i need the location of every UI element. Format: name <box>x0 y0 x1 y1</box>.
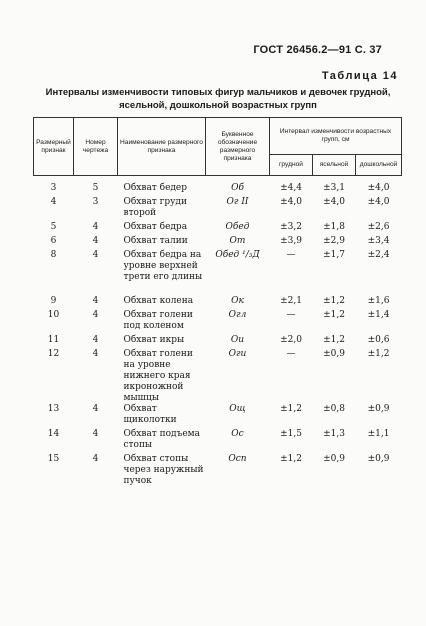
page-header: ГОСТ 26456.2—91 С. 37 <box>253 44 382 56</box>
cell-infant: ±1,5 <box>280 429 302 439</box>
cell-infant: — <box>286 349 296 359</box>
cell-name: Обхват бедер <box>123 183 188 193</box>
cell-nursery: ±2,9 <box>323 236 345 246</box>
cell-preschool: ±1,6 <box>367 296 390 306</box>
cell-infant: ±1,2 <box>280 404 302 414</box>
cell-name: Обхват икры <box>123 335 185 345</box>
col-header-designation: Буквенное обозначение размерного признака <box>206 118 270 176</box>
cell-drawing-no: 3 <box>92 197 99 207</box>
table-row <box>34 349 402 404</box>
cell-designation: От <box>229 236 246 246</box>
col-header-feature-no: Размерный признак <box>34 118 74 176</box>
cell-feature-no: 3 <box>50 183 57 193</box>
cell-name: Обхват щиколотки <box>123 404 177 425</box>
cell-preschool: ±1,4 <box>367 310 390 320</box>
cell-name: Обхват голени на уровне нижнего края икроножной мышцы <box>123 349 193 403</box>
cell-drawing-no: 4 <box>92 296 99 306</box>
table-row <box>34 250 402 296</box>
cell-name: Обхват стопы через наружный пучок <box>123 454 204 486</box>
cell-drawing-no: 4 <box>92 349 99 359</box>
cell-infant: — <box>286 250 296 260</box>
cell-feature-no: 15 <box>47 454 60 464</box>
col-header-nursery: ясельной <box>313 155 356 176</box>
cell-drawing-no: 4 <box>92 236 99 246</box>
cell-feature-no: 9 <box>50 296 57 306</box>
table-row <box>34 454 402 487</box>
table-row <box>34 176 402 198</box>
cell-designation: Обед <box>225 222 250 232</box>
cell-nursery: ±0,8 <box>323 404 345 414</box>
cell-designation: Ои <box>230 335 245 345</box>
cell-nursery: ±3,1 <box>323 183 345 193</box>
cell-feature-no: 8 <box>50 250 57 260</box>
cell-name: Обхват талии <box>123 236 188 246</box>
cell-drawing-no: 4 <box>92 222 99 232</box>
table-row <box>34 404 402 429</box>
cell-infant: — <box>286 310 296 320</box>
table-caption: Интервалы изменчивости типовых фигур мальчиков и девочек грудной, ясельной, дошкольной возрастных групп <box>45 87 391 111</box>
cell-name: Обхват груди второй <box>123 197 187 218</box>
cell-drawing-no: 5 <box>92 183 99 193</box>
cell-infant: ±3,2 <box>280 222 302 232</box>
cell-drawing-no: 4 <box>92 429 99 439</box>
cell-feature-no: 12 <box>47 349 60 359</box>
cell-designation: Ос <box>231 429 244 439</box>
col-header-preschool: дошкольной <box>356 155 402 176</box>
cell-preschool: ±1,2 <box>367 349 390 359</box>
cell-preschool: ±0,9 <box>367 454 390 464</box>
cell-name: Обхват бедра на уровне верхней трети его длины <box>123 250 203 282</box>
cell-preschool: ±0,6 <box>367 335 390 345</box>
col-header-interval-group: Интервал изменчивости возрастных групп, см <box>270 118 402 155</box>
cell-drawing-no: 4 <box>92 454 99 464</box>
table-row <box>34 310 402 335</box>
cell-designation: Оги <box>228 349 247 359</box>
cell-feature-no: 5 <box>50 222 57 232</box>
cell-preschool: ±3,4 <box>367 236 390 246</box>
cell-infant: ±2,0 <box>280 335 302 345</box>
cell-nursery: ±1,7 <box>323 250 345 260</box>
cell-drawing-no: 4 <box>92 250 99 260</box>
cell-nursery: ±1,2 <box>323 335 345 345</box>
cell-name: Обхват бедра <box>123 222 188 232</box>
cell-preschool: ±4,0 <box>367 183 390 193</box>
cell-nursery: ±0,9 <box>323 454 345 464</box>
cell-feature-no: 11 <box>47 335 60 345</box>
table-row <box>34 296 402 310</box>
cell-designation: Огл <box>228 310 247 320</box>
cell-preschool: ±0,9 <box>367 404 390 414</box>
cell-nursery: ±1,3 <box>323 429 345 439</box>
cell-feature-no: 6 <box>50 236 57 246</box>
cell-drawing-no: 4 <box>92 404 99 414</box>
cell-feature-no: 13 <box>47 404 60 414</box>
col-header-name: Наименование размерного признака <box>118 118 206 176</box>
col-header-drawing-no: Номер чертежа <box>74 118 118 176</box>
cell-name: Обхват подъема стопы <box>123 429 201 450</box>
cell-nursery: ±1,8 <box>323 222 345 232</box>
table-label: Таблица 14 <box>321 70 398 82</box>
cell-drawing-no: 4 <box>92 335 99 345</box>
cell-drawing-no: 4 <box>92 310 99 320</box>
cell-designation: Ощ <box>229 404 246 414</box>
table-row <box>34 236 402 250</box>
variability-table <box>33 117 402 487</box>
cell-nursery: ±0,9 <box>323 349 345 359</box>
cell-feature-no: 14 <box>47 429 60 439</box>
cell-feature-no: 4 <box>50 197 57 207</box>
cell-designation: Осп <box>228 454 247 464</box>
cell-infant: ±4,0 <box>280 197 302 207</box>
cell-designation: Ог II <box>226 197 249 207</box>
cell-designation: Об <box>231 183 244 193</box>
cell-infant: ±2,1 <box>280 296 302 306</box>
cell-nursery: ±4,0 <box>323 197 345 207</box>
cell-infant: ±4,4 <box>280 183 302 193</box>
table-row <box>34 197 402 222</box>
cell-infant: ±1,2 <box>280 454 302 464</box>
cell-feature-no: 10 <box>47 310 60 320</box>
cell-preschool: ±2,4 <box>367 250 390 260</box>
cell-designation: Обед ¹/₃Д <box>215 250 260 260</box>
cell-name: Обхват голени под коленом <box>123 310 193 331</box>
cell-nursery: ±1,2 <box>323 310 345 320</box>
cell-preschool: ±2,6 <box>367 222 390 232</box>
cell-infant: ±3,9 <box>280 236 302 246</box>
cell-nursery: ±1,2 <box>323 296 345 306</box>
table-row <box>34 429 402 454</box>
col-header-infant: грудной <box>270 155 313 176</box>
table-row <box>34 335 402 349</box>
cell-preschool: ±1,1 <box>367 429 390 439</box>
table-row <box>34 222 402 236</box>
cell-preschool: ±4,0 <box>367 197 390 207</box>
cell-designation: Ок <box>231 296 244 306</box>
cell-name: Обхват колена <box>123 296 194 306</box>
